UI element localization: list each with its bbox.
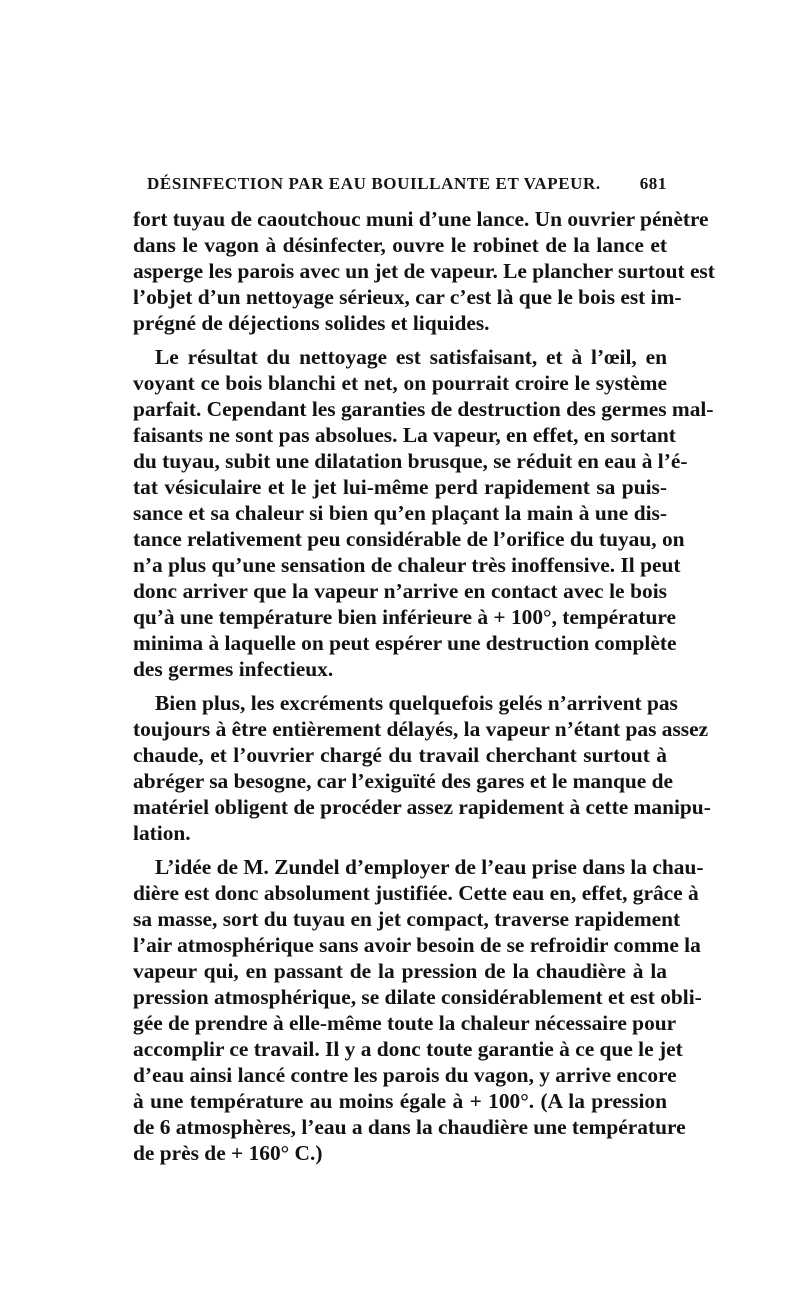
text-line: de près de + 160° C.) [133, 1141, 323, 1165]
text-line: donc arriver que la vapeur n’arrive en contact avec le bois [133, 579, 667, 603]
text-line: pression atmosphérique, se dilate considérablement et est obli- [133, 985, 702, 1009]
text-line: du tuyau, subit une dilatation brusque, se réduit en eau à l’é- [133, 449, 688, 473]
running-title: DÉSINFECTION PAR EAU BOUILLANTE ET VAPEUR. [147, 174, 601, 193]
paragraph [133, 344, 714, 682]
text-line: matériel obligent de procéder assez rapidement à cette manipu- [133, 795, 711, 819]
text-line: chaude, et l’ouvrier chargé du travail cherchant surtout à [133, 743, 667, 767]
text-line: sance et sa chaleur si bien qu’en plaçant la main à une dis- [133, 501, 667, 525]
text-line: à une température au moins égale à + 100°. (A la pression [133, 1089, 667, 1113]
text-line: asperge les parois avec un jet de vapeur. Le plancher surtout est [133, 259, 715, 283]
text-line: dière est donc absolument justifiée. Cette eau en, effet, grâce à [133, 881, 699, 905]
text-line: qu’à une température bien inférieure à + 100°, température [133, 605, 676, 629]
text-line: vapeur qui, en passant de la pression de la chaudière à la [133, 959, 667, 983]
text-line: voyant ce bois blanchi et net, on pourrait croire le système [133, 371, 667, 395]
text-line: des germes infectieux. [133, 657, 334, 681]
text-line: parfait. Cependant les garanties de destruction des germes mal- [133, 397, 714, 421]
text-line: gée de prendre à elle-même toute la chaleur nécessaire pour [133, 1011, 677, 1035]
page-number: 681 [639, 174, 667, 193]
paragraph [133, 206, 715, 336]
text-line: n’a plus qu’une sensation de chaleur très inoffensive. Il peut [133, 553, 681, 577]
body-text [133, 206, 715, 1166]
text-line: l’objet d’un nettoyage sérieux, car c’est là que le bois est im- [133, 285, 682, 309]
text-line: accomplir ce travail. Il y a donc toute garantie à ce que le jet [133, 1037, 683, 1061]
paragraph [133, 690, 711, 846]
text-line: L’idée de M. Zundel d’employer de l’eau prise dans la chau- [155, 855, 704, 879]
running-header [133, 174, 667, 194]
text-line: tat vésiculaire et le jet lui-même perd rapidement sa puis- [133, 475, 667, 499]
text-line: l’air atmosphérique sans avoir besoin de se refroidir comme la [133, 933, 701, 957]
text-line: tance relativement peu considérable de l’orifice du tuyau, on [133, 527, 685, 551]
text-line: Bien plus, les excréments quelquefois gelés n’arrivent pas [155, 691, 678, 715]
text-line: faisants ne sont pas absolues. La vapeur, en effet, en sortant [133, 423, 676, 447]
text-line: sa masse, sort du tuyau en jet compact, traverse rapidement [133, 907, 681, 931]
text-line: minima à laquelle on peut espérer une destruction complète [133, 631, 677, 655]
paragraph [133, 854, 704, 1166]
text-line: dans le vagon à désinfecter, ouvre le robinet de la lance et [133, 233, 667, 257]
text-line: de 6 atmosphères, l’eau a dans la chaudière une température [133, 1115, 686, 1139]
text-line: Le résultat du nettoyage est satisfaisant, et à l’œil, en [155, 345, 667, 369]
text-line: prégné de déjections solides et liquides. [133, 311, 490, 335]
text-line: d’eau ainsi lancé contre les parois du vagon, y arrive encore [133, 1063, 677, 1087]
text-line: fort tuyau de caoutchouc muni d’une lance. Un ouvrier pénètre [133, 207, 709, 231]
text-line: abréger sa besogne, car l’exiguïté des gares et le manque de [133, 769, 674, 793]
text-line: toujours à être entièrement délayés, la vapeur n’étant pas assez [133, 717, 709, 741]
text-line: lation. [133, 821, 191, 845]
